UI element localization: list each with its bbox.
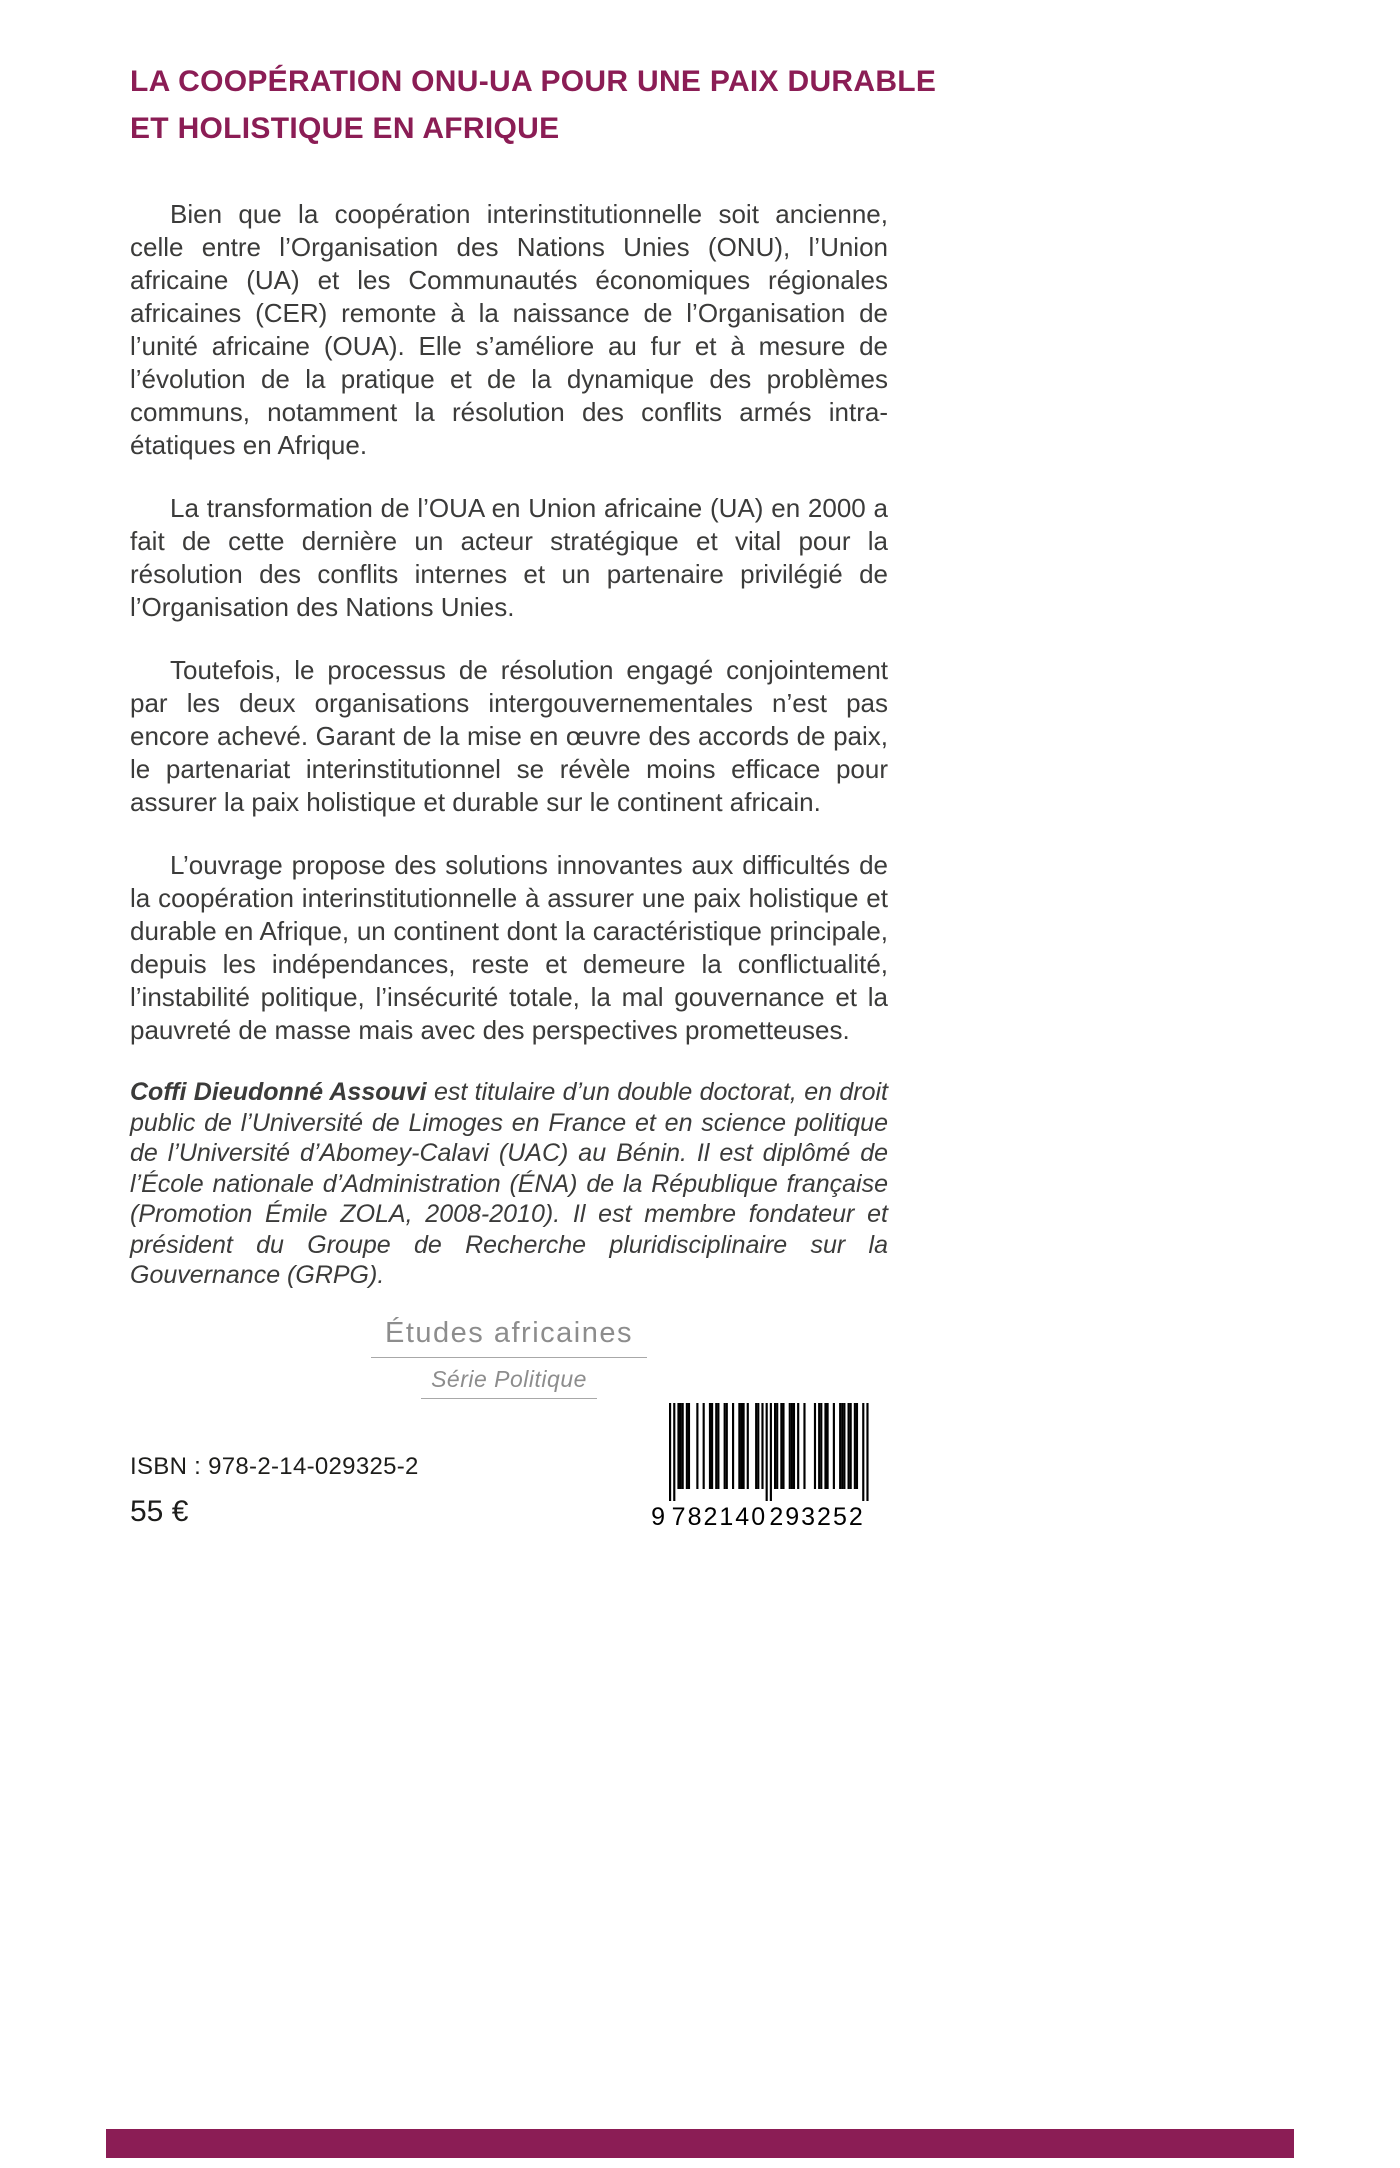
svg-text:782140: 782140 [671, 1502, 767, 1531]
series-name: Série Politique [421, 1366, 597, 1399]
ean13-barcode [649, 1403, 889, 1533]
content-column [130, 58, 937, 1533]
author-bio-text: est titulaire d’un double doctorat, en droit public de l’Université de Limoges en France et en science politique de l’Université d’Abomey-Calavi (UAC) au Bénin. Il est diplômé de l’École nationale d’Administration (ÉNA) de la République française (Promotion Émile ZOLA, 2008-2010). Il est membre fondateur et président du Groupe de Recherche pluridisciplinaire sur la Gouvernance (GRPG). [130, 1078, 888, 1289]
title-line-2: ET HOLISTIQUE EN AFRIQUE [130, 112, 560, 145]
synopsis [130, 198, 888, 1047]
accent-bar [106, 2129, 1294, 2158]
synopsis-paragraph-3: Toutefois, le processus de résolution engagé conjointement par les deux organisations intergouvernementales n’est pas encore achevé. Garant de la mise en œuvre des accords de paix, le partenariat interinstitutionnel se révèle moins efficace pour assurer la paix holistique et durable sur le continent africain. [130, 655, 888, 817]
synopsis-paragraph-4: L’ouvrage propose des solutions innovantes aux difficultés de la coopération interinstitutionnelle à assurer une paix holistique et durable en Afrique, un continent dont la caractéristique principale, depuis les indépendances, reste et demeure la conflictualité, l’instabilité politique, l’insécurité totale, la mal gouvernance et la pauvreté de masse mais avec des perspectives prometteuses. [130, 850, 888, 1045]
author-name: Coffi Dieudonné Assouvi [130, 1078, 427, 1106]
barcode [649, 1403, 889, 1533]
author-bio [130, 1077, 888, 1291]
price: 55 € [130, 1494, 189, 1528]
page-title [130, 58, 937, 152]
footer [130, 1403, 888, 1533]
collection-name: Études africaines [371, 1317, 647, 1358]
isbn: ISBN : 978-2-14-029325-2 [130, 1452, 419, 1480]
collection-block [130, 1317, 888, 1399]
svg-text:9: 9 [650, 1502, 665, 1531]
synopsis-paragraph-1: Bien que la coopération interinstitutionnelle soit ancienne, celle entre l’Organisation des Nations Unies (ONU), l’Union africaine (UA) et les Communautés économiques régionales africaines (CER) remonte à la naissance de l’Organisation de l’unité africaine (OUA). Elle s’améliore au fur et à mesure de l’évolution de la pratique et de la dynamique des problèmes communs, notamment la résolution des conflits armés intra-étatiques en Afrique. [130, 199, 888, 460]
synopsis-paragraph-2: La transformation de l’OUA en Union africaine (UA) en 2000 a fait de cette dernière un acteur stratégique et vital pour la résolution des conflits internes et un partenaire privilégié de l’Organisation des Nations Unies. [130, 493, 888, 622]
title-line-1: LA COOPÉRATION ONU-UA POUR UNE PAIX DURABLE [130, 65, 937, 98]
isbn-block [130, 1453, 419, 1533]
svg-text:293252: 293252 [768, 1502, 865, 1531]
